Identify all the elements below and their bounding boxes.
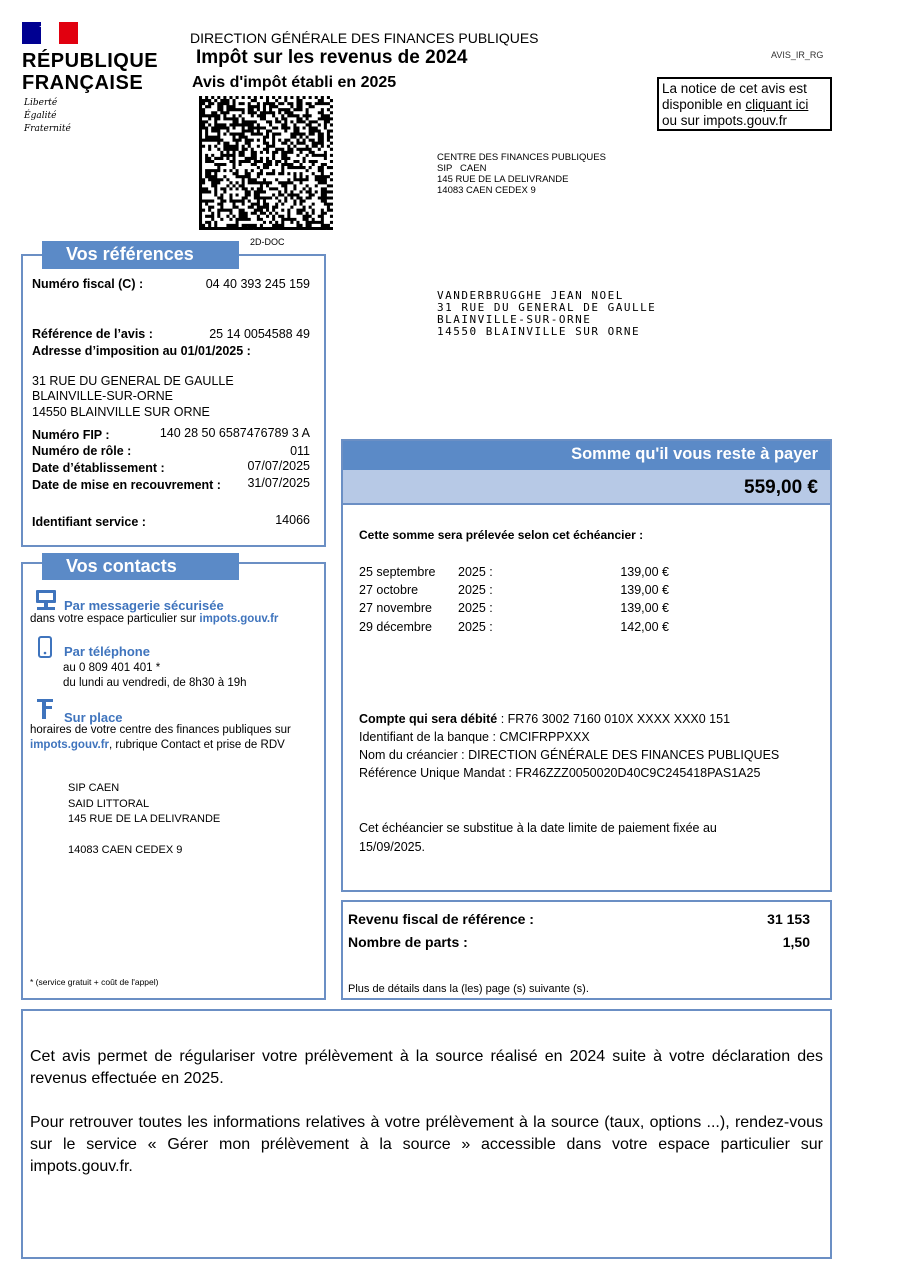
compte-value: : FR76 3002 7160 010X XXXX XXX0 151 xyxy=(497,712,731,726)
marianne-flag-icon xyxy=(22,22,78,44)
schedule-intro: Cette somme sera prélevée selon cet échéancier : xyxy=(359,528,644,542)
centre-address xyxy=(437,152,606,196)
logo-motto3: Fraternité xyxy=(24,124,71,134)
service-label: Identifiant service : xyxy=(32,515,146,529)
logo-motto1: Liberté xyxy=(24,98,58,108)
schedule-year: 2025 : xyxy=(458,601,493,615)
rfr-value: 31 153 xyxy=(767,911,810,927)
fiscal-label: Numéro fiscal (C) : xyxy=(32,277,144,291)
schedule-amount: 142,00 € xyxy=(620,620,669,634)
fiscal-value: 04 40 393 245 159 xyxy=(205,277,310,291)
building-icon xyxy=(35,697,55,721)
centre-line4: 14083 CAEN CEDEX 9 xyxy=(437,185,536,196)
notice-link[interactable]: cliquant ici xyxy=(745,97,809,112)
datamatrix-modules xyxy=(199,96,333,230)
schedule-row xyxy=(359,565,679,583)
place-line2-rest: , rubrique Contact et prise de RDV xyxy=(109,739,285,751)
phone-icon xyxy=(37,636,53,658)
logo-motto2: Égalité xyxy=(24,111,57,121)
recipient-line4: 14550 BLAINVILLE SUR ORNE xyxy=(437,325,641,338)
contact-footnote: * (service gratuit + coût de l'appel) xyxy=(30,977,159,987)
datamatrix-code-icon xyxy=(199,96,333,230)
compte-label: Compte qui sera débité xyxy=(359,712,498,726)
schedule-date: 27 novembre xyxy=(359,601,432,615)
place-line1: horaires de votre centre des finances publiques sur xyxy=(30,724,291,736)
schedule-row xyxy=(359,620,679,638)
recouv-label: Date de mise en recouvrement : xyxy=(32,478,221,492)
place-title: Sur place xyxy=(64,710,123,725)
avis-value: 25 14 0054588 49 xyxy=(209,327,310,341)
adresse-line2: BLAINVILLE-SUR-ORNE xyxy=(32,389,174,403)
info-paragraph-1: Cet avis permet de régulariser votre prélèvement à la source réalisé en 2024 suite à votre déclaration des revenus effectuée en 2025. xyxy=(30,1048,823,1087)
contact-addr-line2: SAID LITTORAL xyxy=(68,798,150,810)
messagerie-text-prefix: dans votre espace particulier sur xyxy=(30,613,200,625)
avis-label: Référence de l’avis : xyxy=(32,327,153,341)
recipient-line1: VANDERBRUGGHE JEAN NOEL xyxy=(437,289,624,302)
schedule-amount: 139,00 € xyxy=(620,601,669,615)
fip-label: Numéro FIP : xyxy=(32,428,110,442)
schedule-year: 2025 : xyxy=(458,583,493,597)
schedule-amount: 139,00 € xyxy=(620,565,669,579)
payment-amount: 559,00 € xyxy=(744,477,818,498)
parts-value: 1,50 xyxy=(782,934,810,950)
references-title: Vos références xyxy=(42,241,239,269)
revenu-details: Plus de détails dans la (les) page (s) suivante (s). xyxy=(348,983,589,995)
schedule-row xyxy=(359,601,679,619)
etab-value: 07/07/2025 xyxy=(247,459,310,473)
schedule-date: 27 octobre xyxy=(359,583,419,597)
telephone-number: au 0 809 401 401 * xyxy=(63,662,161,674)
payment-title: Somme qu'il vous reste à payer xyxy=(571,445,818,463)
schedule-date: 29 décembre xyxy=(359,620,432,634)
role-label: Numéro de rôle : xyxy=(32,444,132,458)
contact-addr-line3: 145 RUE DE LA DELIVRANDE xyxy=(68,813,221,825)
qr-label: 2D-DOC xyxy=(250,237,285,247)
page-title: Impôt sur les revenus de 2024 xyxy=(196,47,468,68)
notice-box xyxy=(657,77,832,131)
messagerie-title[interactable]: Par messagerie sécurisée xyxy=(64,598,224,613)
logo-line2: FRANÇAISE xyxy=(22,72,144,94)
recipient-address xyxy=(437,290,656,338)
schedule-year: 2025 : xyxy=(458,620,493,634)
mandat-line: Référence Unique Mandat : FR46ZZZ0050020D40C9C245418PAS1A25 xyxy=(359,766,761,780)
service-value: 14066 xyxy=(275,513,310,527)
contact-addr-line4: 14083 CAEN CEDEX 9 xyxy=(68,844,183,856)
schedule-amount: 139,00 € xyxy=(620,583,669,597)
telephone-hours: du lundi au vendredi, de 8h30 à 19h xyxy=(63,677,247,689)
page-subtitle: Avis d'impôt établi en 2025 xyxy=(192,74,397,91)
contacts-panel xyxy=(21,562,326,1000)
place-line2 xyxy=(30,739,285,751)
schedule-note-line1: Cet échéancier se substitue à la date limite de paiement fixée au xyxy=(359,821,717,835)
payment-amount-divider xyxy=(343,503,830,505)
contact-addr-line1: SIP CAEN xyxy=(68,782,120,794)
schedule-year: 2025 : xyxy=(458,565,493,579)
centre-line3: 145 RUE DE LA DELIVRANDE xyxy=(437,174,569,185)
info-text xyxy=(30,1046,823,1178)
rfr-label: Revenu fiscal de référence : xyxy=(348,911,534,927)
recouv-value: 31/07/2025 xyxy=(247,476,310,490)
document-code: AVIS_IR_RG xyxy=(771,50,824,60)
telephone-title: Par téléphone xyxy=(64,644,150,659)
adresse-line3: 14550 BLAINVILLE SUR ORNE xyxy=(32,405,210,419)
banque-line: Identifiant de la banque : CMCIFRPPXXX xyxy=(359,730,590,744)
centre-line1: CENTRE DES FINANCES PUBLIQUES xyxy=(437,152,606,163)
role-value: 011 xyxy=(290,444,310,458)
schedule-row xyxy=(359,583,679,601)
notice-line2 xyxy=(662,97,827,113)
creancier-line: Nom du créancier : DIRECTION GÉNÉRALE DES FINANCES PUBLIQUES xyxy=(359,748,780,762)
logo-line1: RÉPUBLIQUE xyxy=(22,50,159,72)
notice-line1: La notice de cet avis est xyxy=(662,81,807,96)
adresse-label: Adresse d’imposition au 01/01/2025 : xyxy=(32,344,251,358)
parts-label: Nombre de parts : xyxy=(348,934,468,950)
schedule-date: 25 septembre xyxy=(359,565,436,579)
notice-line3: ou sur impots.gouv.fr xyxy=(662,113,788,128)
schedule-note-line2: 15/09/2025. xyxy=(359,840,426,854)
republique-logo xyxy=(22,22,157,142)
contacts-title: Vos contacts xyxy=(42,553,239,580)
compte-line xyxy=(359,712,730,726)
notice-line2-text: disponible en xyxy=(662,97,746,112)
place-link[interactable]: impots.gouv.fr xyxy=(30,739,110,751)
messagerie-link[interactable]: impots.gouv.fr xyxy=(199,613,279,625)
fip-value: 140 28 50 6587476789 3 A xyxy=(159,426,310,440)
messagerie-text xyxy=(30,613,278,625)
recipient-line3: BLAINVILLE-SUR-ORNE xyxy=(437,313,592,326)
adresse-line1: 31 RUE DU GENERAL DE GAULLE xyxy=(32,374,234,388)
info-paragraph-2: Pour retrouver toutes les informations relatives à votre prélèvement à la source (taux, options ...), rendez-vous sur le service « Gérer mon prélèvement à la source » accessible dans votre espace particulier sur impots.gouv.fr. xyxy=(30,1114,823,1175)
direction-heading: DIRECTION GÉNÉRALE DES FINANCES PUBLIQUES xyxy=(190,30,539,46)
computer-icon xyxy=(33,589,59,613)
recipient-line2: 31 RUE DU GENERAL DE GAULLE xyxy=(437,301,657,314)
centre-line2: SIP CAEN xyxy=(437,163,487,174)
etab-label: Date d’établissement : xyxy=(32,461,165,475)
